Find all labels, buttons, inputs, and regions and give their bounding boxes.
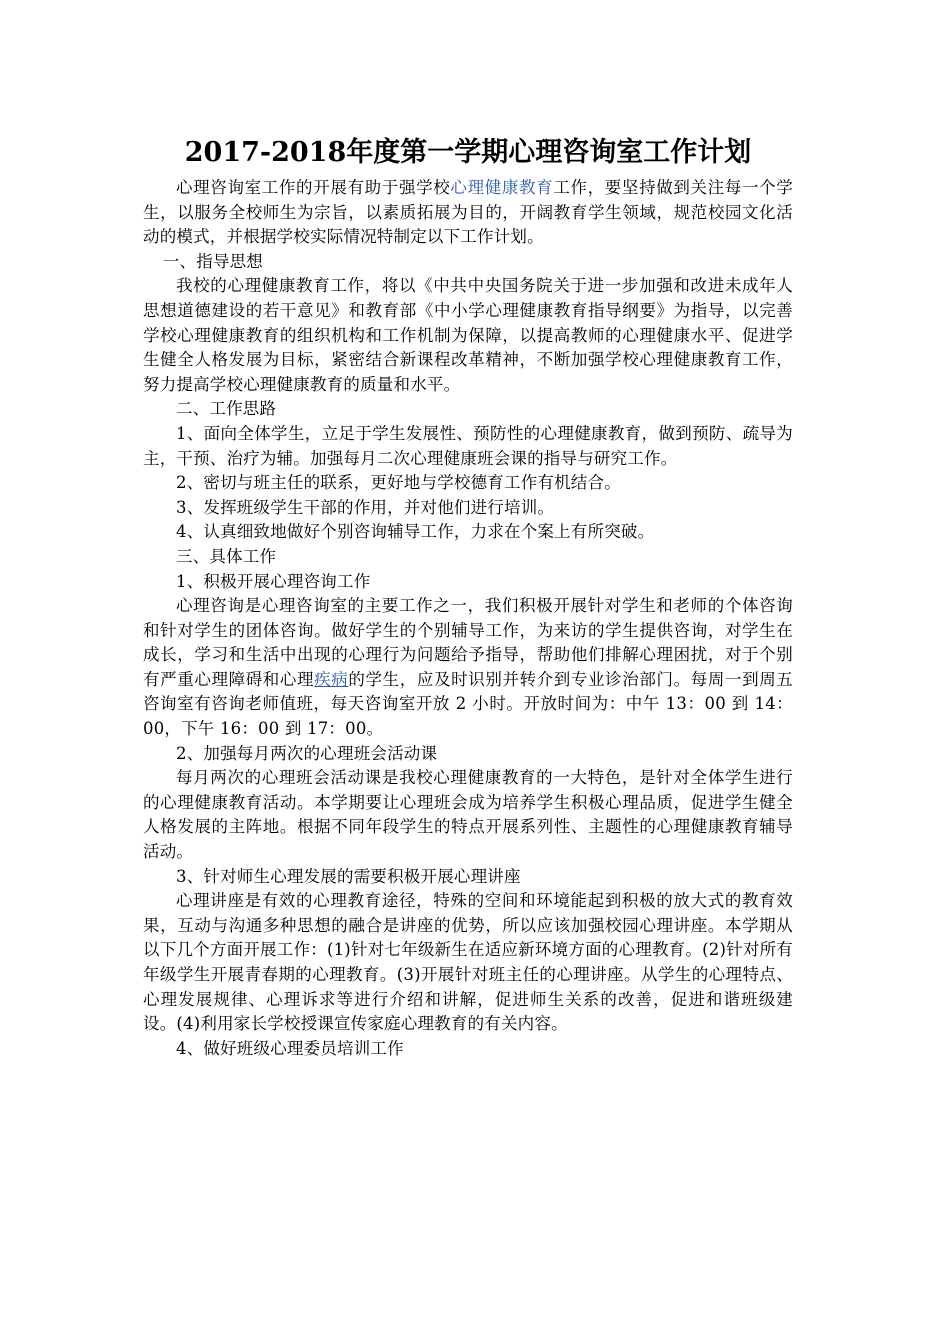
section2-item-1: 1、面向全体学生，立足于学生发展性、预防性的心理健康教育，做到预防、疏导为主，干预、治疗为辅。加强每月二次心理健康班会课的指导与研究工作。: [143, 423, 793, 468]
section2-item-2: 2、密切与班主任的联系，更好地与学校德育工作有机结合。: [176, 473, 621, 493]
section3-sub1-body: [143, 594, 793, 742]
disease-link[interactable]: 疾病: [314, 669, 349, 689]
intro-text-after: 工作，要坚持做到关注每一个学生，以服务全校师生为宗旨，以素质拓展为目的，开阔教育学生领域，规范校园文化活动的模式，并根据学校实际情况特制定以下工作计划。: [143, 178, 793, 247]
sub1-text-before: 心理咨询是心理咨询室的主要工作之一，我们积极开展针对学生和老师的个体咨询和针对学生的团体咨询。做好学生的个别辅导工作，为来访的学生提供咨询，对学生在成长，学习和生活中出现的心理行为问题给予指导，帮助他们排解心理困扰，对于个别有严重心理障碍和心理: [143, 596, 793, 689]
section1-heading: 一、指导思想: [162, 251, 263, 271]
section3-heading: 三、具体工作: [176, 546, 277, 566]
section3-sub2-heading: 2、加强每月两次的心理班会活动课: [176, 743, 438, 763]
page-title: 2017-2018年度第一学期心理咨询室工作计划: [184, 137, 752, 168]
section3-sub4-heading: 4、做好班级心理委员培训工作: [176, 1038, 404, 1058]
mental-health-education-link[interactable]: 心理健康教育: [450, 178, 554, 197]
document-body: [143, 136, 793, 1061]
intro-text-before: 心理咨询室工作的开展有助于强学校: [176, 178, 451, 197]
intro-paragraph: [143, 176, 793, 250]
section3-sub3-body: 心理讲座是有效的心理教育途径，特殊的空间和环境能起到积极的放大式的教育效果，互动与沟通多种思想的融合是讲座的优势，所以应该加强校园心理讲座。本学期从以下几个方面开展工作：(1)针对七年级新生在适应新环境方面的心理教育。(2)针对所有年级学生开展青春期的心理教育。(3)开展针对班主任的心理讲座。从学生的心理特点、心理发展规律、心理诉求等进行介绍和讲解，促进师生关系的改善，促进和谐班级建设。(4)利用家长学校授课宣传家庭心理教育的有关内容。: [143, 891, 793, 1034]
section3-sub3-heading: 3、针对师生心理发展的需要积极开展心理讲座: [176, 866, 521, 886]
section3-sub1-heading: 1、积极开展心理咨询工作: [176, 571, 371, 591]
section2-heading: 二、工作思路: [176, 399, 277, 419]
sub1-text-after: 的学生，应及时识别并转介到专业诊治部门。每周一到周五咨询室有咨询老师值班，每天咨询室开放 2 小时。开放时间为：中午 13：00 到 14：00，下午 16：00 到 17：00。: [143, 669, 794, 739]
section2-item-3: 3、发挥班级学生干部的作用，并对他们进行培训。: [176, 497, 555, 517]
section1-body: 我校的心理健康教育工作，将以《中共中央国务院关于进一步加强和改进未成年人思想道德建设的若干意见》和教育部《中小学心理健康教育指导纲要》为指导，以完善学校心理健康教育的组织机构和工作机制为保障，以提高教师的心理健康水平、促进学生健全人格发展为目标，紧密结合新课程改革精神，不断加强学校心理健康教育工作，努力提高学校心理健康教育的质量和水平。: [143, 276, 793, 394]
section3-sub2-body: 每月两次的心理班会活动课是我校心理健康教育的一大特色，是针对全体学生进行的心理健康教育活动。本学期要让心理班会成为培养学生积极心理品质，促进学生健全人格发展的主阵地。根据不同年段学生的特点开展系列性、主题性的心理健康教育辅导活动。: [143, 768, 793, 862]
section2-item-4: 4、认真细致地做好个别咨询辅导工作，力求在个案上有所突破。: [176, 522, 655, 542]
